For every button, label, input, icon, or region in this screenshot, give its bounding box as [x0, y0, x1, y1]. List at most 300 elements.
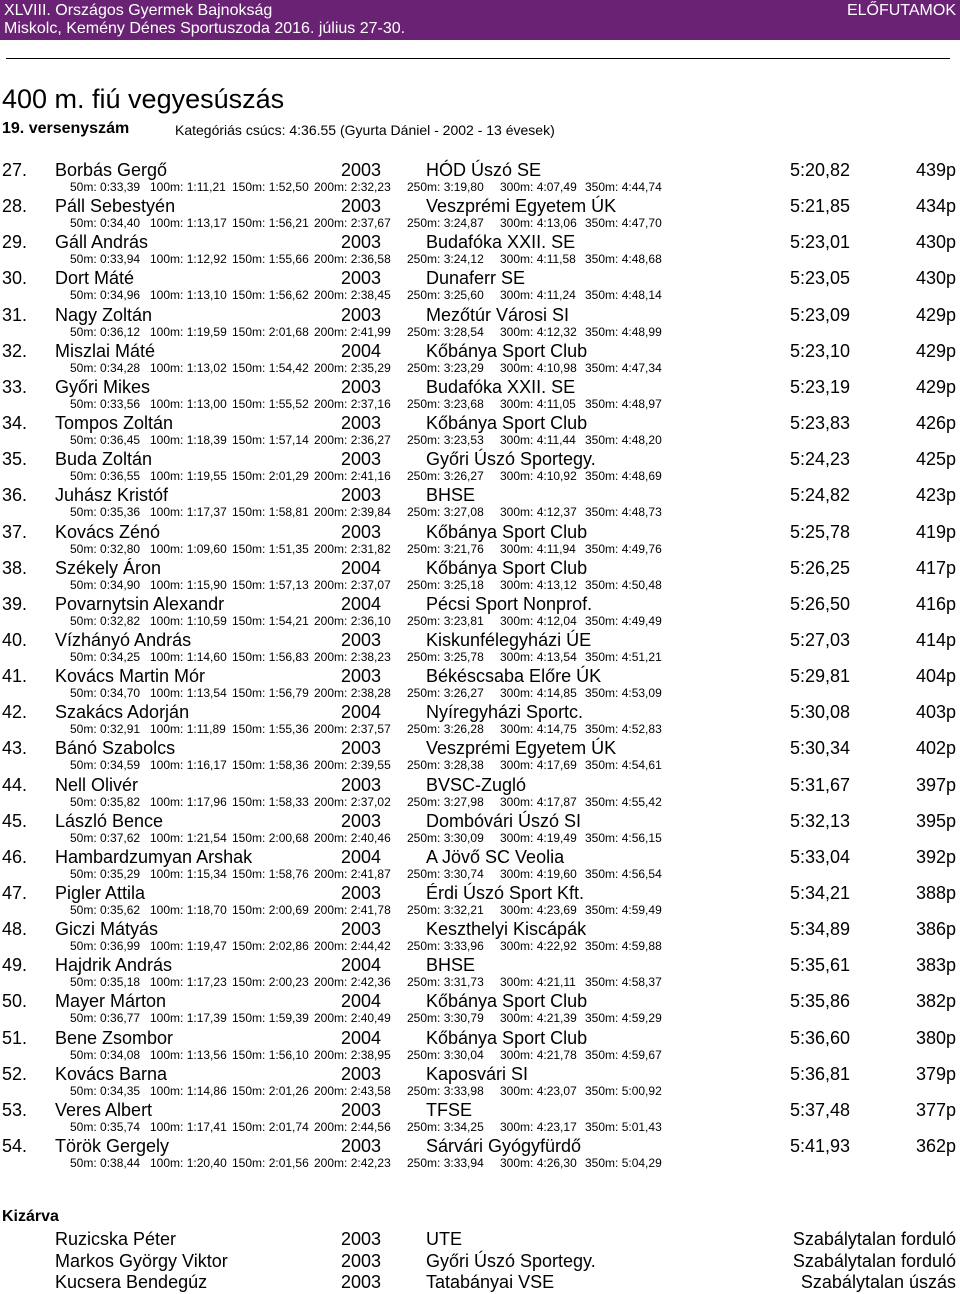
split-time: [70, 831, 140, 845]
split-time: [232, 903, 309, 917]
fina-points: 402p: [915, 738, 956, 758]
result-rank: 44.: [2, 775, 28, 795]
club-name: Kőbánya Sport Club: [426, 558, 588, 578]
split-time: [70, 288, 140, 302]
birth-year: 2004: [341, 991, 382, 1011]
result-row: [0, 847, 960, 884]
split-time: [585, 975, 662, 989]
split-time: [407, 216, 484, 230]
split-time: [314, 722, 391, 736]
split-label: 100m:: [150, 975, 184, 989]
final-time: 5:31,67: [790, 775, 851, 795]
split-time: [232, 325, 309, 339]
result-rank: 33.: [2, 377, 28, 397]
birth-year: 2003: [341, 196, 382, 216]
result-rank: 52.: [2, 1064, 28, 1084]
split-value: 1:56,83: [268, 650, 309, 664]
split-label: 300m:: [500, 216, 534, 230]
split-label: 350m:: [585, 397, 619, 411]
split-label: 200m:: [314, 180, 348, 194]
club-name: BVSC-Zugló: [426, 775, 527, 795]
club-name: Győri Úszó Sportegy.: [426, 1251, 596, 1271]
split-value: 4:59,67: [621, 1048, 662, 1062]
split-time: [150, 975, 227, 989]
split-label: 250m:: [407, 614, 441, 628]
split-value: 4:56,54: [621, 867, 662, 881]
club-name: HÓD Úszó SE: [426, 160, 542, 180]
birth-year: 2003: [341, 268, 382, 288]
split-label: 350m:: [585, 795, 619, 809]
swimmer-name: Kovács Zénó: [55, 522, 161, 542]
split-label: 200m:: [314, 578, 348, 592]
split-label: 200m:: [314, 216, 348, 230]
split-value: 4:59,49: [621, 903, 662, 917]
split-value: 4:10,92: [536, 469, 577, 483]
split-label: 250m:: [407, 1156, 441, 1170]
split-label: 300m:: [500, 325, 534, 339]
final-time: 5:30,34: [790, 738, 851, 758]
birth-year: 2003: [341, 449, 382, 469]
split-label: 50m:: [70, 1120, 97, 1134]
split-value: 0:34,25: [100, 650, 141, 664]
split-time: [232, 614, 309, 628]
split-time: [585, 867, 662, 881]
split-value: 4:17,87: [536, 795, 577, 809]
split-value: 3:30,09: [443, 831, 484, 845]
split-label: 50m:: [70, 614, 97, 628]
split-value: 0:33,94: [100, 252, 141, 266]
split-label: 50m:: [70, 650, 97, 664]
split-label: 250m:: [407, 252, 441, 266]
split-time: [232, 1156, 309, 1170]
split-value: 1:19,59: [186, 325, 227, 339]
split-label: 150m:: [232, 433, 266, 447]
swimmer-name: Székely Áron: [55, 558, 162, 578]
split-time: [70, 1011, 140, 1025]
split-time: [500, 903, 577, 917]
split-value: 1:58,81: [268, 505, 309, 519]
split-label: 150m:: [232, 1084, 266, 1098]
split-label: 100m:: [150, 578, 184, 592]
split-value: 4:11,58: [536, 252, 576, 266]
split-time: [500, 975, 576, 989]
split-time: [70, 867, 140, 881]
split-time: [407, 1084, 484, 1098]
split-time: [232, 686, 309, 700]
split-time: [585, 1156, 662, 1170]
result-rank: 37.: [2, 522, 28, 542]
split-label: 100m:: [150, 686, 184, 700]
split-value: 2:41,78: [350, 903, 391, 917]
split-time: [500, 180, 577, 194]
split-time: [407, 614, 484, 628]
split-time: [232, 975, 309, 989]
split-time: [314, 361, 391, 375]
split-time: [585, 505, 662, 519]
split-time: [407, 1011, 484, 1025]
fina-points: 377p: [915, 1100, 956, 1120]
split-label: 250m:: [407, 758, 441, 772]
split-label: 100m:: [150, 252, 184, 266]
swimmer-name: Nagy Zoltán: [55, 305, 153, 325]
split-time: [150, 578, 227, 592]
split-label: 250m:: [407, 722, 441, 736]
split-value: 1:11,89: [186, 722, 226, 736]
result-row: [0, 1028, 960, 1065]
split-value: 4:13,06: [536, 216, 577, 230]
birth-year: 2003: [341, 738, 382, 758]
split-time: [70, 1048, 140, 1062]
birth-year: 2004: [341, 341, 382, 361]
club-name: Békéscsaba Előre ÚK: [426, 666, 602, 686]
split-value: 4:48,20: [621, 433, 662, 447]
club-name: Tatabányai VSE: [426, 1272, 555, 1292]
club-name: Kőbánya Sport Club: [426, 522, 588, 542]
result-row: [0, 883, 960, 920]
fina-points: 380p: [915, 1028, 956, 1048]
split-value: 2:42,36: [350, 975, 391, 989]
club-name: Pécsi Sport Nonprof.: [426, 594, 593, 614]
split-value: 1:55,36: [268, 722, 309, 736]
split-label: 150m:: [232, 686, 266, 700]
split-label: 200m:: [314, 795, 348, 809]
split-time: [314, 1048, 391, 1062]
split-value: 2:40,49: [350, 1011, 391, 1025]
split-label: 50m:: [70, 722, 97, 736]
split-value: 3:30,04: [443, 1048, 484, 1062]
final-time: 5:23,83: [790, 413, 851, 433]
split-time: [314, 758, 391, 772]
split-label: 250m:: [407, 578, 441, 592]
split-label: 100m:: [150, 397, 184, 411]
split-time: [70, 1156, 140, 1170]
final-time: 5:24,23: [790, 449, 851, 469]
split-value: 0:36,55: [100, 469, 141, 483]
split-label: 250m:: [407, 975, 441, 989]
split-label: 300m:: [500, 758, 534, 772]
club-name: A Jövő SC Veolia: [426, 847, 565, 867]
result-rank: 39.: [2, 594, 28, 614]
result-row: [0, 991, 960, 1028]
split-value: 3:24,12: [443, 252, 484, 266]
split-time: [500, 758, 577, 772]
result-rank: 51.: [2, 1028, 28, 1048]
split-label: 150m:: [232, 216, 266, 230]
split-value: 1:56,79: [268, 686, 309, 700]
split-value: 4:12,37: [536, 505, 577, 519]
dq-reason: Szabálytalan forduló: [792, 1229, 956, 1249]
split-label: 50m:: [70, 903, 97, 917]
split-time: [585, 397, 662, 411]
split-time: [70, 795, 140, 809]
split-label: 250m:: [407, 867, 441, 881]
final-time: 5:35,61: [790, 955, 851, 975]
swimmer-name: Páll Sebestyén: [55, 196, 176, 216]
split-label: 300m:: [500, 831, 534, 845]
split-label: 200m:: [314, 758, 348, 772]
split-label: 150m:: [232, 939, 266, 953]
result-row: [0, 738, 960, 775]
split-label: 100m:: [150, 614, 184, 628]
swimmer-name: Povarnytsin Alexandr: [55, 594, 225, 614]
final-time: 5:27,03: [790, 630, 851, 650]
split-time: [150, 614, 227, 628]
split-label: 300m:: [500, 288, 534, 302]
split-label: 200m:: [314, 325, 348, 339]
club-name: Kőbánya Sport Club: [426, 1028, 588, 1048]
result-row: [0, 377, 960, 414]
split-time: [314, 1120, 391, 1134]
split-value: 3:27,98: [443, 795, 484, 809]
split-time: [314, 1084, 391, 1098]
split-label: 300m:: [500, 397, 534, 411]
split-time: [407, 686, 484, 700]
split-time: [232, 433, 309, 447]
split-time: [70, 325, 140, 339]
split-time: [500, 795, 577, 809]
split-time: [585, 361, 662, 375]
club-name: Dunaferr SE: [426, 268, 526, 288]
split-value: 1:58,33: [268, 795, 309, 809]
split-label: 150m:: [232, 180, 266, 194]
split-label: 250m:: [407, 469, 441, 483]
final-time: 5:23,05: [790, 268, 851, 288]
split-time: [500, 325, 577, 339]
split-value: 4:10,98: [536, 361, 577, 375]
split-value: 4:23,69: [536, 903, 577, 917]
split-value: 3:25,78: [443, 650, 484, 664]
split-value: 1:21,54: [186, 831, 227, 845]
birth-year: 2004: [341, 955, 382, 975]
split-value: 0:34,90: [100, 578, 141, 592]
split-time: [232, 1084, 309, 1098]
split-value: 1:17,37: [186, 505, 227, 519]
swimmer-name: Győri Mikes: [55, 377, 151, 397]
club-name: TFSE: [426, 1100, 473, 1120]
split-value: 4:21,78: [536, 1048, 577, 1062]
split-value: 0:32,80: [100, 542, 141, 556]
split-value: 1:09,60: [186, 542, 227, 556]
round-label: ELŐFUTAMOK: [846, 2, 956, 19]
split-time: [585, 614, 662, 628]
split-value: 1:13,17: [186, 216, 227, 230]
split-value: 2:41,16: [350, 469, 391, 483]
split-label: 300m:: [500, 578, 534, 592]
split-value: 4:51,21: [621, 650, 662, 664]
club-name: Budafóka XXII. SE: [426, 232, 576, 252]
fina-points: 429p: [915, 341, 956, 361]
split-value: 4:55,42: [621, 795, 662, 809]
club-name: BHSE: [426, 485, 476, 505]
split-value: 0:33,56: [100, 397, 141, 411]
split-label: 250m:: [407, 288, 441, 302]
result-row: [0, 1100, 960, 1137]
split-time: [70, 216, 140, 230]
split-label: 200m:: [314, 903, 348, 917]
split-time: [70, 686, 140, 700]
category-record: Kategóriás csúcs: 4:36.55 (Gyurta Dániel - 2002 - 13 évesek): [175, 122, 555, 138]
split-label: 300m:: [500, 975, 534, 989]
split-time: [150, 216, 227, 230]
split-value: 2:36,58: [350, 252, 391, 266]
split-label: 350m:: [585, 686, 619, 700]
split-value: 4:53,09: [621, 686, 662, 700]
split-label: 350m:: [585, 1048, 619, 1062]
club-name: Győri Úszó Sportegy.: [426, 449, 596, 469]
split-time: [585, 542, 662, 556]
split-value: 2:39,84: [350, 505, 391, 519]
split-time: [314, 252, 391, 266]
split-time: [314, 614, 391, 628]
split-value: 0:35,29: [100, 867, 141, 881]
split-label: 150m:: [232, 252, 266, 266]
split-value: 3:23,53: [443, 433, 484, 447]
split-value: 1:15,34: [186, 867, 227, 881]
split-label: 150m:: [232, 722, 266, 736]
split-value: 2:40,46: [350, 831, 391, 845]
split-label: 300m:: [500, 686, 534, 700]
final-time: 5:23,10: [790, 341, 851, 361]
swimmer-name: Ruzicska Péter: [55, 1229, 177, 1249]
split-value: 4:13,12: [536, 578, 577, 592]
result-rank: 42.: [2, 702, 28, 722]
split-time: [407, 469, 484, 483]
split-time: [70, 252, 140, 266]
split-value: 3:31,73: [443, 975, 484, 989]
birth-year: 2004: [341, 702, 382, 722]
dq-reason: Szabálytalan forduló: [792, 1251, 956, 1271]
disqualified-row: [0, 1272, 960, 1294]
split-time: [150, 722, 226, 736]
split-value: 2:37,02: [350, 795, 391, 809]
swimmer-name: Mayer Márton: [55, 991, 167, 1011]
split-value: 4:13,54: [536, 650, 577, 664]
split-label: 300m:: [500, 505, 534, 519]
split-time: [70, 722, 140, 736]
swimmer-name: Buda Zoltán: [55, 449, 153, 469]
split-time: [585, 325, 662, 339]
split-label: 200m:: [314, 614, 348, 628]
split-label: 50m:: [70, 975, 97, 989]
result-rank: 31.: [2, 305, 28, 325]
final-time: 5:26,50: [790, 594, 851, 614]
split-value: 1:12,92: [186, 252, 227, 266]
split-label: 200m:: [314, 867, 348, 881]
split-time: [500, 614, 577, 628]
split-time: [314, 795, 391, 809]
split-label: 250m:: [407, 686, 441, 700]
split-value: 4:12,32: [536, 325, 577, 339]
result-row: [0, 341, 960, 378]
swimmer-name: Gáll András: [55, 232, 149, 252]
fina-points: 423p: [915, 485, 956, 505]
fina-points: 426p: [915, 413, 956, 433]
split-label: 50m:: [70, 397, 97, 411]
split-value: 3:30,74: [443, 867, 484, 881]
split-time: [150, 650, 227, 664]
result-row: [0, 449, 960, 486]
split-label: 50m:: [70, 867, 97, 881]
split-time: [585, 1084, 662, 1098]
split-value: 2:41,87: [350, 867, 391, 881]
birth-year: 2003: [341, 377, 382, 397]
split-label: 300m:: [500, 469, 534, 483]
split-time: [585, 795, 662, 809]
final-time: 5:41,93: [790, 1136, 851, 1156]
fina-points: 382p: [915, 991, 956, 1011]
split-label: 100m:: [150, 831, 184, 845]
split-label: 200m:: [314, 1011, 348, 1025]
split-time: [314, 686, 391, 700]
split-label: 200m:: [314, 722, 348, 736]
split-value: 2:02,86: [268, 939, 309, 953]
split-value: 1:18,70: [186, 903, 227, 917]
split-value: 1:59,39: [268, 1011, 309, 1025]
split-time: [500, 831, 577, 845]
disqualified-row: [0, 1251, 960, 1273]
split-time: [500, 469, 577, 483]
split-time: [585, 216, 662, 230]
split-time: [232, 361, 309, 375]
swimmer-name: Kovács Martin Mór: [55, 666, 206, 686]
split-time: [500, 216, 577, 230]
split-label: 200m:: [314, 831, 348, 845]
split-value: 4:19,60: [536, 867, 577, 881]
split-label: 150m:: [232, 650, 266, 664]
split-value: 1:58,36: [268, 758, 309, 772]
split-value: 2:39,55: [350, 758, 391, 772]
fina-points: 388p: [915, 883, 956, 903]
split-label: 150m:: [232, 397, 266, 411]
result-rank: 43.: [2, 738, 28, 758]
split-time: [232, 180, 309, 194]
split-value: 0:34,59: [100, 758, 141, 772]
result-row: [0, 811, 960, 848]
final-time: 5:34,21: [790, 883, 851, 903]
final-time: 5:20,82: [790, 160, 851, 180]
split-value: 1:13,10: [186, 288, 227, 302]
result-rank: 45.: [2, 811, 28, 831]
split-label: 50m:: [70, 1048, 97, 1062]
split-label: 50m:: [70, 325, 97, 339]
result-row: [0, 702, 960, 739]
split-time: [407, 180, 484, 194]
split-label: 150m:: [232, 288, 266, 302]
split-value: 4:50,48: [621, 578, 662, 592]
birth-year: 2003: [341, 883, 382, 903]
fina-points: 397p: [915, 775, 956, 795]
split-value: 2:00,68: [268, 831, 309, 845]
split-time: [314, 939, 391, 953]
split-label: 250m:: [407, 1011, 441, 1025]
header-divider: [6, 58, 950, 59]
split-value: 0:35,36: [100, 505, 141, 519]
split-label: 350m:: [585, 505, 619, 519]
split-label: 350m:: [585, 325, 619, 339]
split-label: 350m:: [585, 758, 619, 772]
split-time: [500, 578, 577, 592]
split-value: 4:48,14: [621, 288, 662, 302]
split-time: [150, 831, 227, 845]
result-rank: 36.: [2, 485, 28, 505]
split-label: 250m:: [407, 397, 441, 411]
swimmer-name: Miszlai Máté: [55, 341, 156, 361]
fina-points: 395p: [915, 811, 956, 831]
swimmer-name: Hambardzumyan Arshak: [55, 847, 253, 867]
split-value: 1:57,14: [268, 433, 309, 447]
split-label: 100m:: [150, 180, 184, 194]
final-time: 5:29,81: [790, 666, 851, 686]
